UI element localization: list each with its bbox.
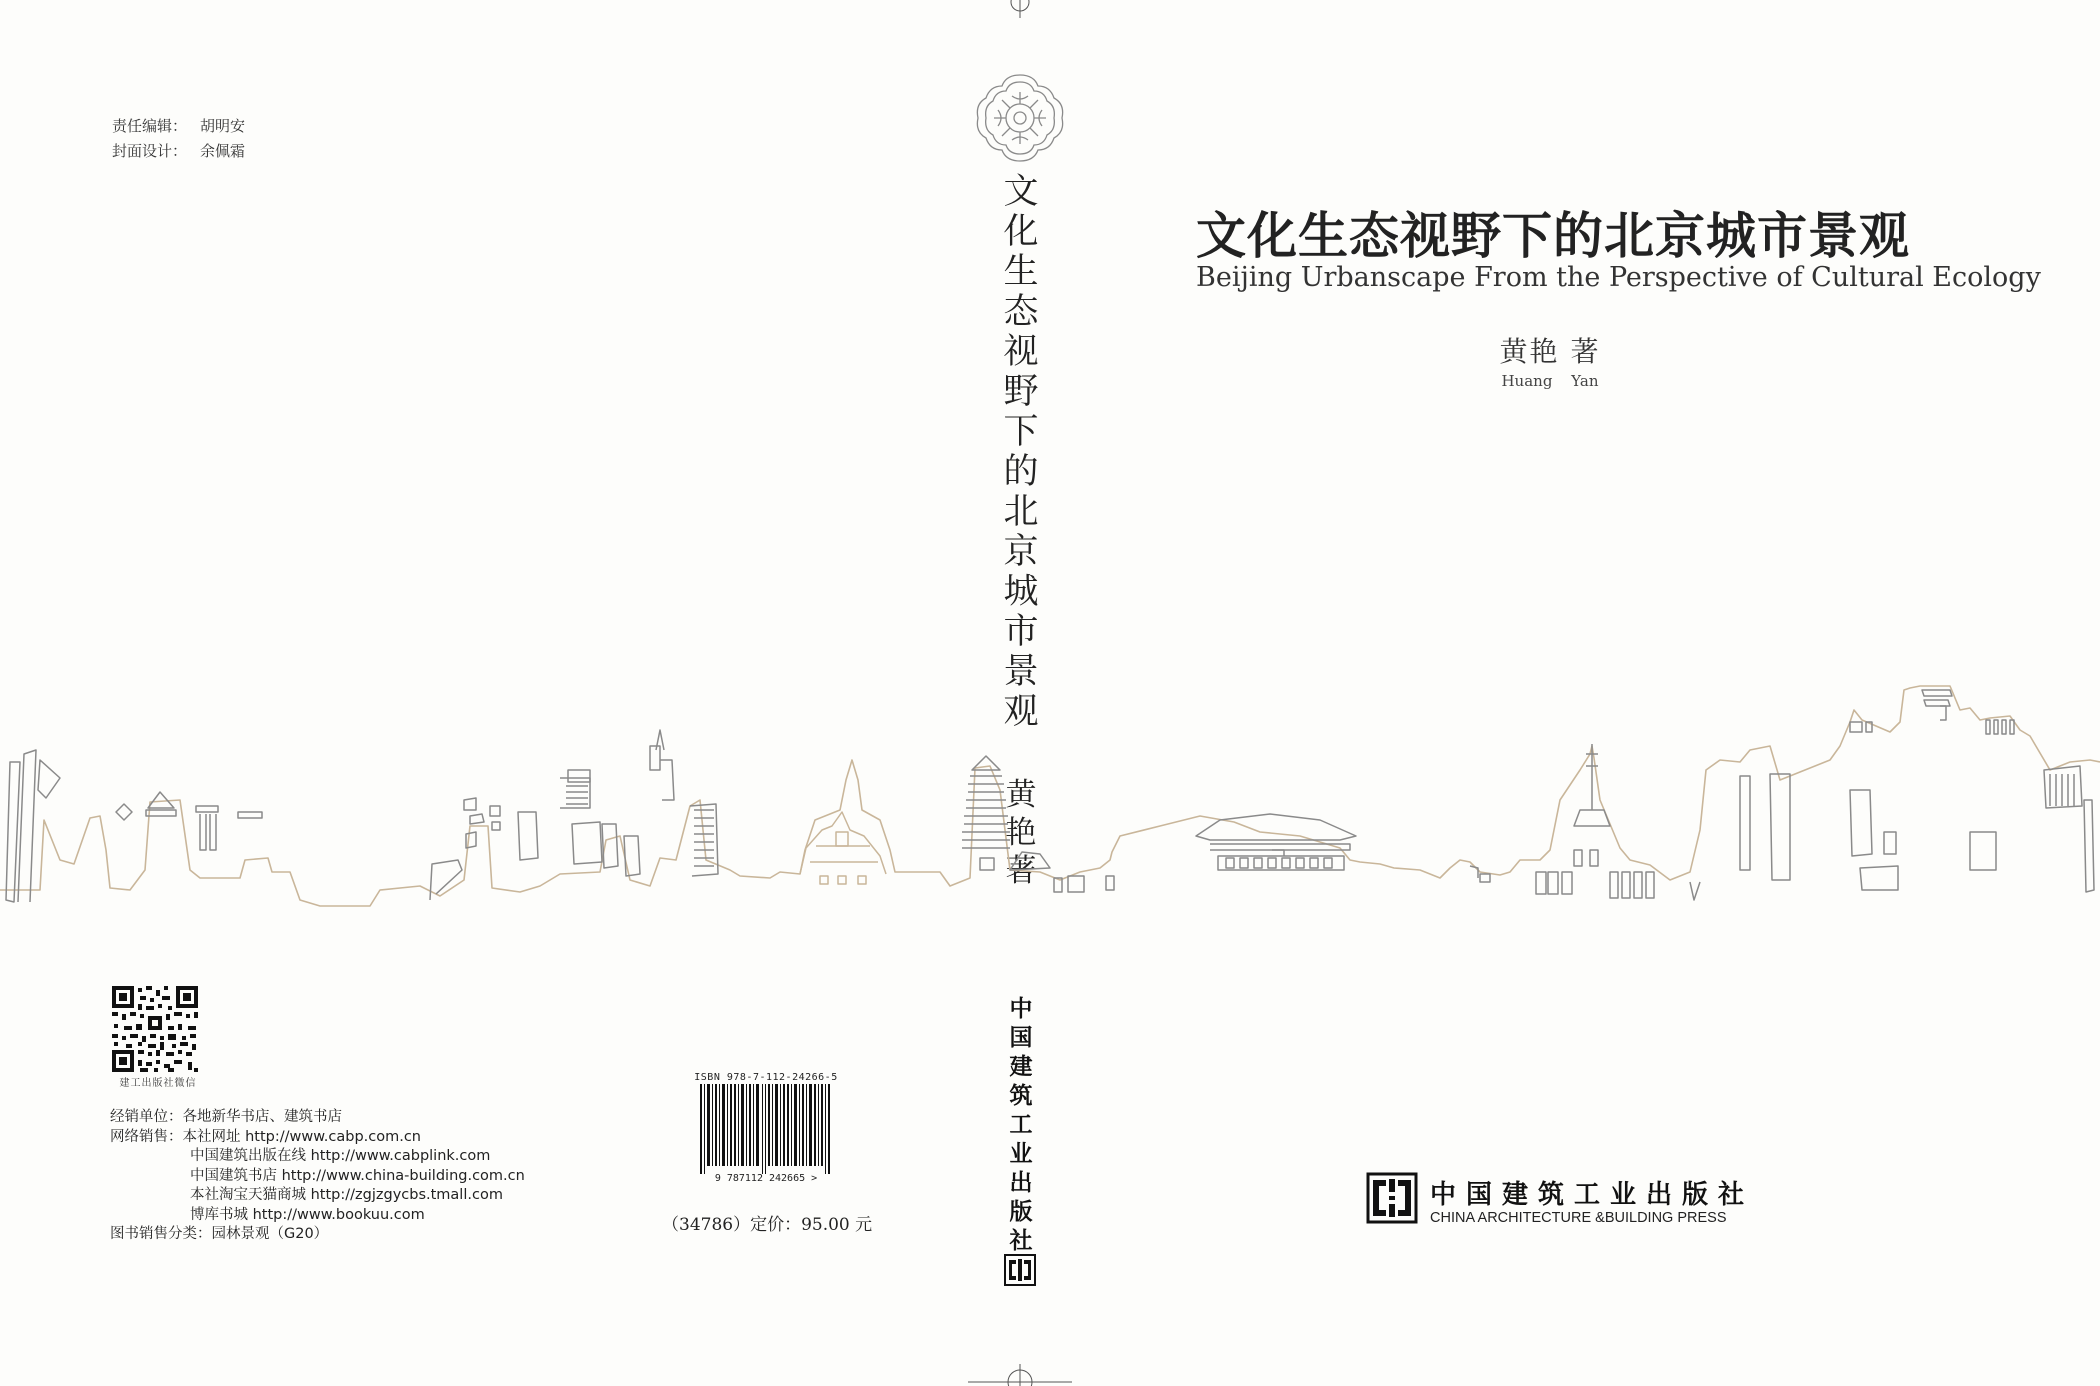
sales-line: 网络销售：本社网址 http://www.cabp.com.cn bbox=[110, 1128, 421, 1145]
spine-title-char: 视 bbox=[1003, 332, 1039, 372]
spine-title-char: 的 bbox=[1003, 452, 1039, 492]
isbn-number: ISBN 978-7-112-24266-5 bbox=[694, 1072, 838, 1083]
spine-author-char: 著 bbox=[1005, 853, 1037, 889]
spine-title-char: 京 bbox=[1003, 532, 1039, 572]
sales-info bbox=[110, 1108, 525, 1245]
spine-title-char: 化 bbox=[1003, 212, 1039, 252]
spine-press-char: 国 bbox=[1009, 1024, 1033, 1051]
sales-line: 经销单位：各地新华书店、建筑书店 bbox=[110, 1109, 342, 1125]
spine-title-char: 文 bbox=[1003, 172, 1039, 212]
credit-designer bbox=[112, 139, 245, 164]
wechat-qr-code bbox=[110, 984, 200, 1074]
spine-title bbox=[998, 172, 1044, 732]
publisher-name-english: CHINA ARCHITECTURE &BUILDING PRESS bbox=[1430, 1210, 1727, 1226]
spine-title-char: 态 bbox=[1003, 292, 1039, 332]
spine-press-char: 筑 bbox=[1009, 1082, 1033, 1109]
spine-title-char: 生 bbox=[1003, 252, 1039, 292]
spine-publisher bbox=[1003, 994, 1039, 1255]
spine-author-char: 黄 bbox=[1005, 777, 1037, 813]
top-registration-mark bbox=[990, 0, 1050, 20]
credit-label: 封面设计： bbox=[112, 142, 188, 160]
credit-editor bbox=[112, 114, 245, 139]
bottom-registration-mark bbox=[968, 1360, 1072, 1386]
credit-value: 余佩霜 bbox=[200, 142, 246, 160]
front-title-chinese: 文化生态视野下的北京城市景观 bbox=[1196, 206, 1910, 265]
spine-title-char: 北 bbox=[1003, 492, 1039, 532]
spine-author-char: 艳 bbox=[1005, 815, 1037, 851]
spine-press-char: 中 bbox=[1009, 995, 1033, 1022]
credit-value: 胡明安 bbox=[200, 117, 246, 135]
credit-label: 责任编辑： bbox=[112, 117, 188, 135]
sales-category: 图书销售分类：园林景观（G20） bbox=[110, 1226, 329, 1242]
sales-line: 中国建筑出版在线 http://www.cabplink.com bbox=[190, 1148, 491, 1164]
isbn-barcode bbox=[696, 1084, 836, 1174]
spine-publisher-logo bbox=[1004, 1254, 1036, 1286]
spine-ornament-medallion bbox=[972, 72, 1068, 164]
spine-press-char: 版 bbox=[1009, 1198, 1033, 1225]
front-author-english: Huang Yan bbox=[1501, 372, 1599, 390]
beijing-skyline-illustration bbox=[0, 650, 2100, 920]
barcode-digits: 9 787112 242665 > bbox=[714, 1173, 818, 1184]
spine-title-char: 景 bbox=[1003, 652, 1039, 692]
editor-credits bbox=[112, 114, 245, 164]
spine-title-char: 城 bbox=[1003, 572, 1039, 612]
sales-line: 博库书城 http://www.bookuu.com bbox=[190, 1206, 425, 1223]
spine-press-char: 建 bbox=[1009, 1053, 1033, 1080]
front-title-english: Beijing Urbanscape From the Perspective of Cultural Ecology bbox=[1196, 262, 2041, 293]
publisher-name-chinese: 中国建筑工业出版社 bbox=[1430, 1180, 1755, 1210]
spine-press-char: 工 bbox=[1009, 1111, 1033, 1138]
publisher-logo bbox=[1366, 1172, 1418, 1224]
spine-title-char: 野 bbox=[1003, 372, 1039, 412]
spine-press-char: 社 bbox=[1009, 1227, 1033, 1254]
spine-press-char: 业 bbox=[1009, 1140, 1033, 1167]
sales-line: 中国建筑书店 http://www.china-building.com.cn bbox=[190, 1167, 525, 1184]
spine-title-char: 下 bbox=[1003, 412, 1039, 452]
price-label: （34786）定价：95.00 元 bbox=[662, 1215, 873, 1235]
spine-title-char: 观 bbox=[1003, 692, 1039, 732]
spine-title-char: 市 bbox=[1003, 612, 1039, 652]
qr-caption: 建工出版社微信 bbox=[119, 1078, 197, 1089]
front-author-chinese: 黄艳 著 bbox=[1499, 335, 1601, 368]
spine-press-char: 出 bbox=[1009, 1169, 1033, 1196]
sales-line: 本社淘宝天猫商城 http://zgjzgycbs.tmall.com bbox=[190, 1187, 503, 1203]
